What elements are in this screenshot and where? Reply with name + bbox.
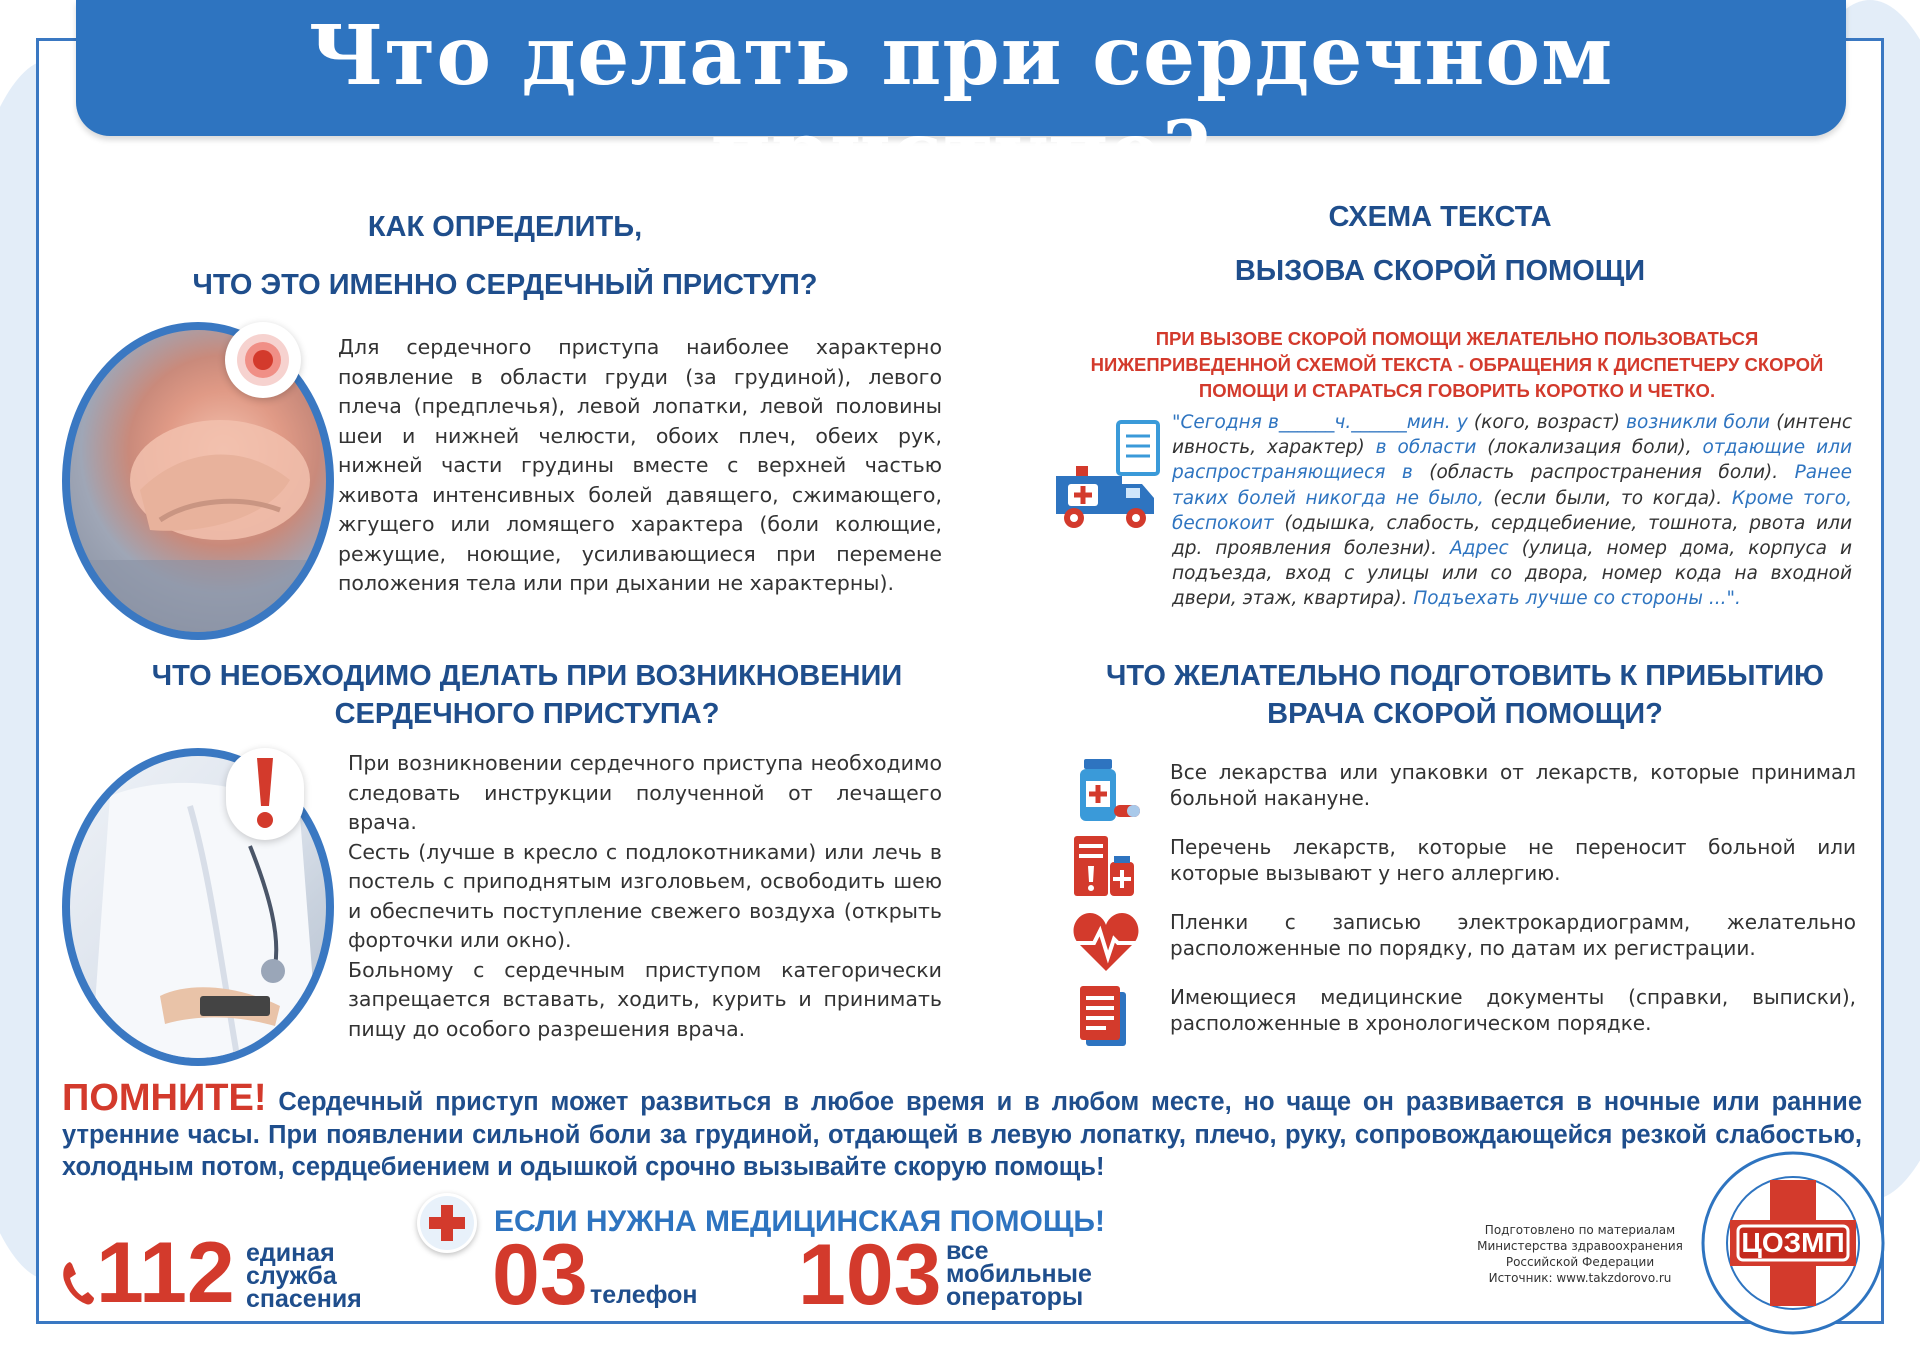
prepare-item [1070, 982, 1860, 1052]
logo-text: ЦОЗМП [1741, 1227, 1845, 1258]
emergency-number-103: 103 [798, 1227, 942, 1323]
title-banner [76, 0, 1846, 200]
call-script-fragment: (область распространения боли). [1412, 462, 1795, 484]
prepare-item [1070, 832, 1860, 902]
prepare-title-line1: ЧТО ЖЕЛАТЕЛЬНО ПОДГОТОВИТЬ К ПРИБЫТИЮ [1106, 660, 1824, 692]
allergy-list-icon [1070, 832, 1142, 902]
call-script-highlight: в области [1375, 437, 1477, 459]
call-scheme-subtitle: ПРИ ВЫЗОВЕ СКОРОЙ ПОМОЩИ ЖЕЛАТЕЛЬНО ПОЛЬЗОВАТЬСЯ НИЖЕПРИВЕДЕННОЙ СХЕМОЙ ТЕКСТА - ОБРАЩЕНИЯ К ДИСПЕТЧЕРУ СКОРОЙ ПОМОЩИ И СТАРАТЬСЯ ГОВОРИТЬ КОРОТКО И ЧЕТКО. [1090, 328, 1824, 401]
source-credit [1470, 1222, 1690, 1286]
medical-document-icon [1070, 982, 1142, 1052]
call-script-highlight: Ранее таких болей никогда не было, [1172, 462, 1852, 509]
call-script-fragment: (одышка, слабость, сердцебиение, тошнота, рвота или др. проявления болезни). [1172, 512, 1852, 560]
remember-text: Сердечный приступ может развиться в любое время и в любом месте, но чаще он развивается в ночные или ранние утренние часы. При появлении сильной боли за грудиной, отдающей в левую лопатку, плечо, руку, сопровождающейся резкой слабостью, холодным потом, сердцебиением и одышкой срочно вызывайте скорую помощь! [62, 1088, 1862, 1181]
remember-lead: ПОМНИТЕ! [62, 1077, 267, 1119]
call-scheme-title-line1: СХЕМА ТЕКСТА [1328, 201, 1552, 233]
prepare-item-text: Пленки с записью электрокардиограмм, желательно расположенные по порядку, по датам их регистрации. [1170, 910, 1856, 960]
footer-title: ЕСЛИ НУЖНА МЕДИЦИНСКАЯ ПОМОЩЬ! [494, 1205, 1105, 1238]
prepare-item-text: Перечень лекарств, которые не переносит больной или которые вызывают у него аллергию. [1170, 835, 1856, 885]
number-label-line: спасения [246, 1285, 362, 1313]
identify-title-line2: ЧТО ЭТО ИМЕННО СЕРДЕЧНЫЙ ПРИСТУП? [192, 269, 818, 301]
prepare-title-line2: ВРАЧА СКОРОЙ ПОМОЩИ? [1267, 698, 1663, 730]
what-to-do-title-line2: СЕРДЕЧНОГО ПРИСТУПА? [334, 698, 720, 730]
medicine-bottle-icon [1070, 757, 1142, 827]
what-to-do-paragraph: При возникновении сердечного приступа необходимо следовать инструкции полученной от лечащего врача. [348, 751, 942, 834]
call-script-highlight: отдающие или распространяющиеся в [1172, 437, 1852, 484]
number-112-label [246, 1239, 362, 1313]
number-label-line: единая [246, 1239, 335, 1267]
prepare-item [1070, 757, 1860, 827]
remember-notice [62, 1077, 1862, 1184]
prepare-section-title [1055, 657, 1875, 733]
ambulance-icon [1050, 418, 1168, 536]
source-line: Подготовлено по материалам [1484, 1223, 1676, 1237]
what-to-do-section-title [112, 657, 942, 733]
what-to-do-paragraph: Сесть (лучше в кресло с подлокотниками) или лечь в постель с приподнятым изголовьем, освободить шею и обеспечить поступление свежего воздуха (открыть форточки или окно). [348, 839, 942, 952]
number-label-line: операторы [946, 1283, 1084, 1311]
prepare-item-text: Все лекарства или упаковки от лекарств, которые принимал больной накануне. [1170, 760, 1856, 810]
number-label-line: мобильные [946, 1260, 1092, 1288]
call-scheme-section-title [1060, 190, 1820, 298]
call-script-highlight: Адрес [1449, 538, 1509, 560]
what-to-do-paragraph: Больному с сердечным приступом категорически запрещается вставать, ходить, курить и принимать пищу до особого разрешения врача. [348, 957, 942, 1041]
source-line: Источник: www.takzdorovo.ru [1488, 1271, 1672, 1285]
call-script-highlight: "Сегодня в______ч.______мин. у [1172, 412, 1468, 433]
call-script-highlight: Подъехать лучше со стороны ...". [1413, 588, 1741, 610]
phone-icon [60, 1258, 96, 1308]
emergency-number-03: 03 [492, 1227, 588, 1323]
call-script-fragment: (если были, то когда). [1483, 487, 1732, 509]
call-script-fragment: (локализация боли), [1476, 437, 1703, 459]
number-label-line: все [946, 1237, 989, 1265]
call-script-fragment: (интенс ивность, характер) [1172, 412, 1852, 459]
medical-cross-icon [417, 1193, 477, 1253]
warning-exclamation-icon [226, 748, 304, 840]
emergency-number-112: 112 [96, 1225, 235, 1321]
identify-title-line1: КАК ОПРЕДЕЛИТЬ, [367, 211, 643, 243]
prepare-item-text: Имеющиеся медицинские документы (справки, выписки), расположенные в хронологическом порядке. [1170, 985, 1856, 1035]
page-title: Что делать при сердечном приступе? [308, 8, 1614, 200]
number-103-label [946, 1237, 1092, 1311]
pain-target-icon [225, 322, 301, 398]
number-label-line: телефон [590, 1281, 698, 1309]
call-script-fragment: (улица, номер дома, корпуса и подъезда, вход с улицы или со двора, номер кода на входной двери, этаж, квартира). [1172, 538, 1852, 610]
call-script-highlight: возникли боли [1626, 412, 1771, 433]
number-03-label [590, 1281, 698, 1309]
what-to-do-text [348, 749, 942, 1044]
prepare-item [1070, 907, 1860, 977]
call-scheme-title-line2: ВЫЗОВА СКОРОЙ ПОМОЩИ [1234, 255, 1646, 287]
identify-text: Для сердечного приступа наиболее характерно появление в области груди (за грудиной), левого плеча (предплечья), левой лопатки, левой половины шеи и нижней челюсти, обоих плеч, обеих рук, нижней части грудины вместе с верхней частью живота интенсивных болей давящего, сжимающего, жгущего или ломящего характера (боли колющие, режущие, ноющие, усиливающиеся при перемене положения тела или при дыхании не характерны). [338, 335, 942, 595]
czomp-logo [1700, 1150, 1886, 1336]
heart-ecg-icon [1070, 907, 1142, 977]
source-line: Министерства здравоохранения [1477, 1239, 1683, 1253]
call-script-text [1172, 410, 1852, 612]
number-label-line: служба [246, 1262, 337, 1290]
call-script-fragment: (кого, возраст) [1467, 412, 1627, 433]
source-line: Российской Федерации [1505, 1255, 1655, 1269]
call-script-highlight: Кроме того, беспокоит [1172, 487, 1852, 534]
what-to-do-title-line1: ЧТО НЕОБХОДИМО ДЕЛАТЬ ПРИ ВОЗНИКНОВЕНИИ [151, 660, 903, 692]
identify-section-title [110, 198, 900, 314]
